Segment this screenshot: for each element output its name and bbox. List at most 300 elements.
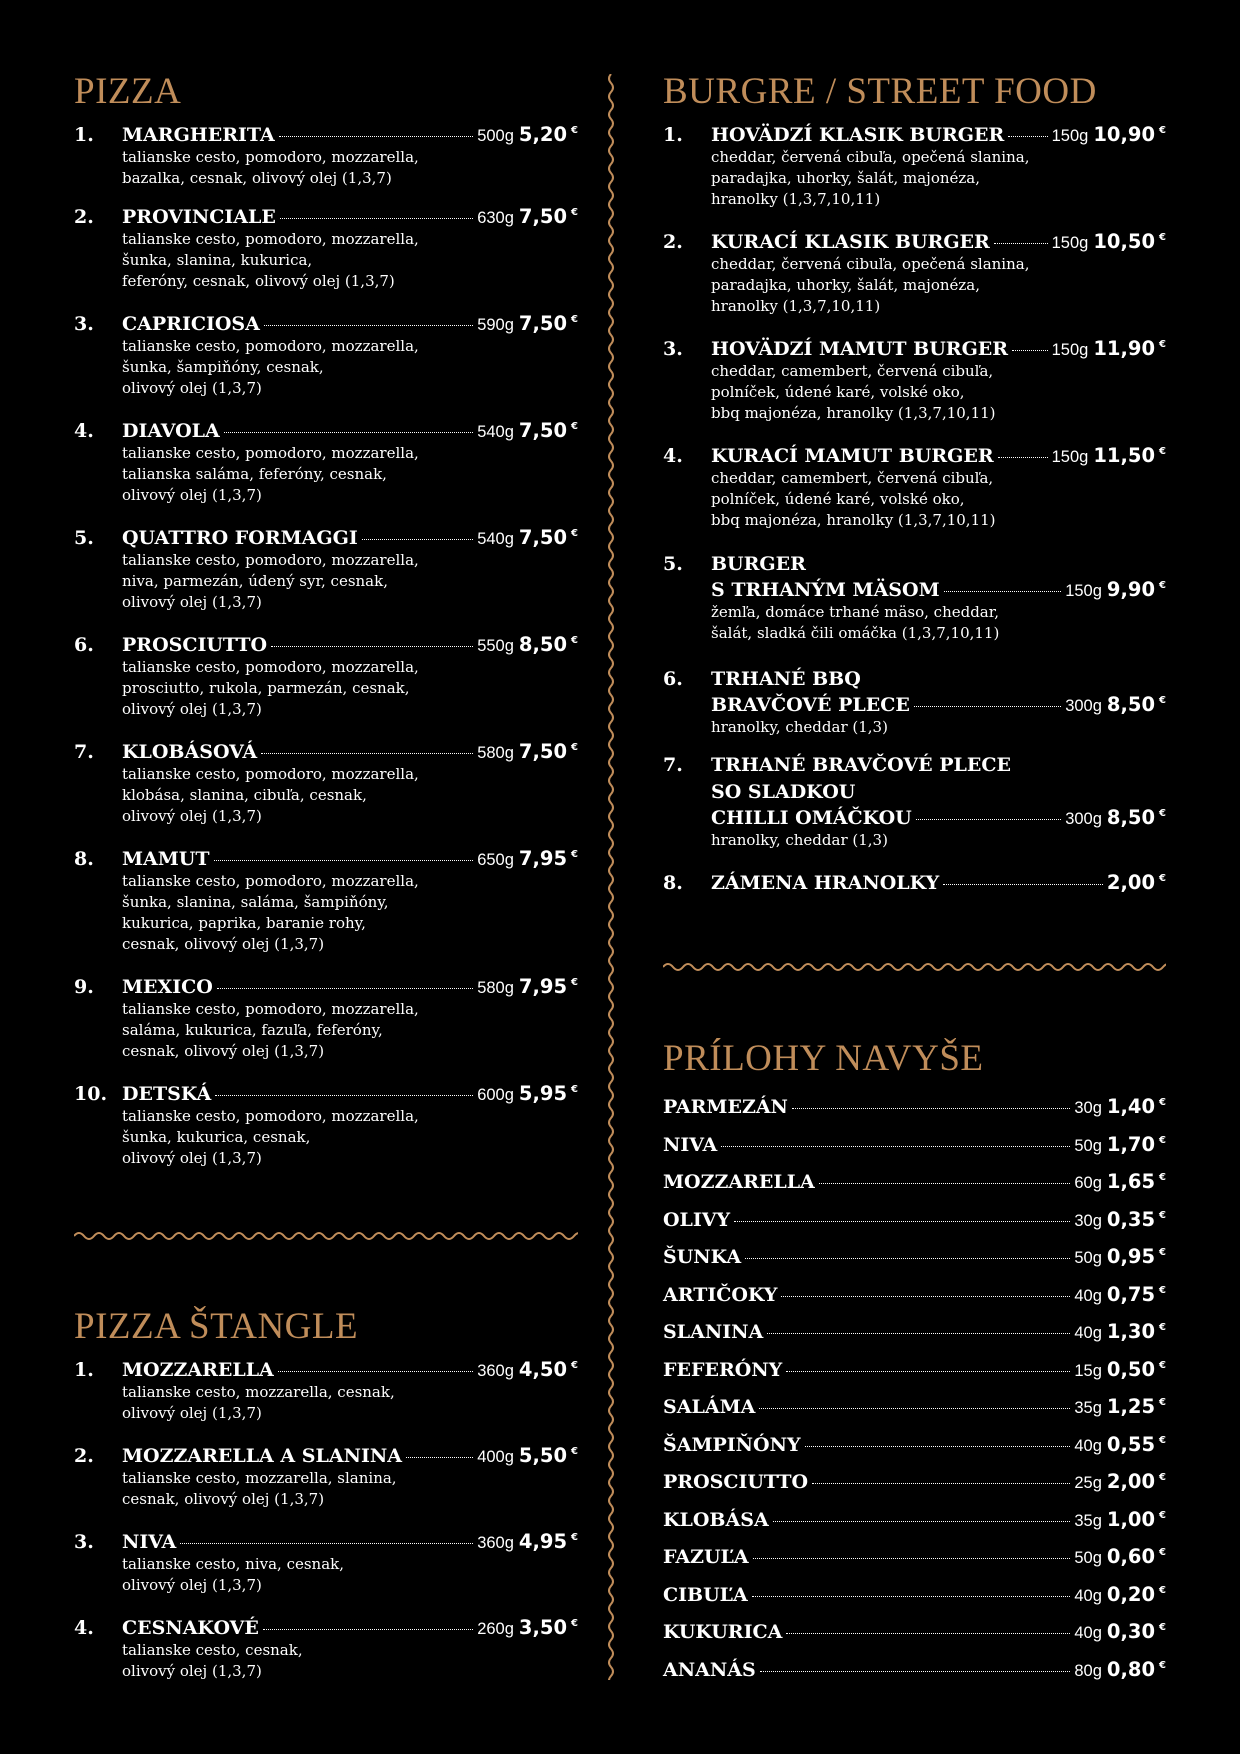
price-value: 7,50 <box>518 740 568 763</box>
item-name-line: TRHANÉ BBQ <box>711 668 861 690</box>
menu-item <box>74 312 578 399</box>
description-line: talianske cesto, niva, cesnak, <box>122 1555 345 1573</box>
section-title-pizza: PIZZA <box>74 71 182 112</box>
extra-weight: 35g <box>1074 1399 1102 1417</box>
item-number: 2. <box>74 206 94 228</box>
item-title-row <box>122 123 578 146</box>
item-name: MARGHERITA <box>122 124 275 146</box>
item-name: PROVINCIALE <box>122 206 276 228</box>
price-value: 5,50 <box>518 1444 568 1467</box>
extra-price <box>1107 1095 1166 1118</box>
item-weight: 150g <box>1051 341 1089 359</box>
description-line: olivový olej (1,3,7) <box>122 807 262 825</box>
extra-item <box>663 1283 1166 1306</box>
item-price <box>519 1444 578 1467</box>
description-line: hranolky (1,3,7,10,11) <box>711 190 881 208</box>
price-value: 7,50 <box>518 526 568 549</box>
item-number: 5. <box>74 527 94 549</box>
currency-symbol: € <box>1159 695 1166 706</box>
dot-leader <box>819 1183 1071 1184</box>
item-description <box>74 871 578 955</box>
menu-item <box>663 752 1166 851</box>
item-title-row <box>122 633 578 656</box>
dot-leader <box>734 1221 1070 1222</box>
menu-item <box>74 1444 578 1510</box>
item-name-line: TRHANÉ BRAVČOVÉ PLECE <box>711 754 1011 776</box>
currency-symbol: € <box>1159 1509 1166 1521</box>
extra-item <box>663 1658 1166 1681</box>
price-value: 5,20 <box>518 123 568 146</box>
price-value: 7,50 <box>518 312 568 335</box>
item-number: 8. <box>74 848 94 870</box>
description-line: talianske cesto, pomodoro, mozzarella, <box>122 337 419 355</box>
extra-name: FAZUĽA <box>663 1546 749 1568</box>
menu-item-head <box>663 693 1166 716</box>
extra-name: CIBUĽA <box>663 1583 748 1606</box>
extra-weight: 40g <box>1074 1324 1102 1342</box>
extra-weight: 40g <box>1074 1586 1102 1605</box>
item-weight: 590g <box>477 316 514 334</box>
item-number: 1. <box>74 124 94 146</box>
description-line: talianske cesto, pomodoro, mozzarella, <box>122 551 419 569</box>
description-line: olivový olej (1,3,7) <box>122 1576 262 1594</box>
extra-name: ŠAMPIŇÓNY <box>663 1433 801 1456</box>
item-weight: 630g <box>477 209 514 227</box>
currency-symbol: € <box>1159 339 1166 350</box>
item-description <box>663 468 1166 531</box>
item-number: 6. <box>663 668 683 690</box>
item-price <box>519 1616 578 1639</box>
item-title-row <box>711 444 1166 467</box>
description-line: kukurica, paprika, baranie rohy, <box>122 914 366 932</box>
extra-weight: 15g <box>1074 1361 1102 1380</box>
extra-price <box>1107 1283 1166 1306</box>
menu-item-head <box>663 123 1166 146</box>
currency-symbol: € <box>571 742 578 753</box>
item-name: KURACÍ MAMUT BURGER <box>711 445 994 467</box>
extra-name: ANANÁS <box>663 1658 756 1681</box>
item-number: 10. <box>74 1083 108 1105</box>
description-line: šunka, šampiňóny, cesnak, <box>122 358 324 376</box>
item-number: 6. <box>74 634 94 656</box>
price-value: 4,95 <box>518 1530 568 1553</box>
currency-symbol: € <box>1159 1584 1166 1596</box>
menu-item-head <box>663 337 1166 360</box>
price-value: 5,95 <box>518 1082 568 1105</box>
price-value: 1,00 <box>1106 1507 1156 1531</box>
extra-item <box>663 1245 1166 1268</box>
currency-symbol: € <box>1159 446 1166 457</box>
item-name: DIAVOLA <box>122 420 220 442</box>
section-title-stangle: PIZZA ŠTANGLE <box>74 1306 359 1347</box>
extra-weight: 30g <box>1074 1099 1102 1117</box>
description-line: cesnak, olivový olej (1,3,7) <box>122 1490 325 1508</box>
item-title-row <box>122 312 578 335</box>
currency-symbol: € <box>571 1084 578 1095</box>
price-value: 7,50 <box>518 205 568 228</box>
item-name: MEXICO <box>122 976 213 998</box>
item-title-row <box>122 1082 578 1105</box>
description-line: polníček, údené karé, volské oko, <box>711 383 965 401</box>
extra-item <box>663 1583 1166 1606</box>
section-title-burgers: BURGRE / STREET FOOD <box>663 71 1097 112</box>
item-price <box>1093 123 1166 146</box>
item-price <box>1107 578 1166 601</box>
extra-weight: 40g <box>1074 1624 1102 1642</box>
item-title-row <box>122 1358 578 1381</box>
menu-item-head <box>74 1530 578 1553</box>
currency-symbol: € <box>571 125 578 136</box>
menu-item-head <box>74 1082 578 1105</box>
item-price <box>519 975 578 998</box>
currency-symbol: € <box>1159 1359 1166 1371</box>
extra-name: ŠUNKA <box>663 1246 742 1268</box>
item-description <box>663 147 1166 210</box>
description-line: cheddar, červená cibuľa, opečená slanina, <box>711 255 1030 273</box>
item-description <box>74 1468 578 1510</box>
description-line: bbq majonéza, hranolky (1,3,7,10,11) <box>711 404 996 422</box>
item-number: 8. <box>663 872 683 894</box>
currency-symbol: € <box>1159 1172 1166 1183</box>
price-value: 2,00 <box>1106 1470 1156 1493</box>
item-description <box>74 657 578 720</box>
price-value: 7,95 <box>518 975 568 998</box>
price-value: 0,55 <box>1106 1432 1156 1456</box>
price-value: 11,50 <box>1093 444 1156 467</box>
dot-leader <box>781 1296 1070 1297</box>
menu-item <box>74 123 578 189</box>
description-line: olivový olej (1,3,7) <box>122 379 262 397</box>
menu-item-head <box>663 666 1166 693</box>
dot-leader <box>943 884 1103 885</box>
item-weight: 540g <box>477 530 514 548</box>
extra-weight: 40g <box>1074 1286 1102 1305</box>
wave-divider <box>663 957 1166 977</box>
item-description <box>663 830 1166 851</box>
dot-leader <box>792 1108 1070 1109</box>
item-number: 1. <box>74 1359 94 1381</box>
currency-symbol: € <box>571 421 578 432</box>
description-line: olivový olej (1,3,7) <box>122 700 262 718</box>
dot-leader <box>215 1095 473 1096</box>
item-weight: 550g <box>477 637 514 655</box>
description-line: olivový olej (1,3,7) <box>122 1149 262 1167</box>
description-line: šunka, kukurica, cesnak, <box>122 1128 311 1146</box>
extra-price <box>1107 1658 1166 1681</box>
menu-item <box>663 123 1166 210</box>
currency-symbol: € <box>571 977 578 988</box>
price-value: 0,95 <box>1106 1245 1156 1268</box>
currency-symbol: € <box>571 314 578 325</box>
dot-leader <box>805 1446 1071 1447</box>
item-description <box>74 443 578 506</box>
item-weight: 360g <box>477 1534 514 1552</box>
item-price <box>519 419 578 442</box>
menu-item-head <box>74 1444 578 1467</box>
item-weight: 260g <box>477 1620 514 1638</box>
menu-item-head <box>74 123 578 146</box>
description-line: talianske cesto, mozzarella, cesnak, <box>122 1383 395 1401</box>
extra-price <box>1107 1358 1166 1381</box>
description-line: šunka, slanina, saláma, šampiňóny, <box>122 893 389 911</box>
extra-item <box>663 1095 1166 1118</box>
item-name: MOZZARELLA A SLANINA <box>122 1445 402 1467</box>
extra-item <box>663 1170 1166 1193</box>
item-price <box>1093 337 1166 360</box>
currency-symbol: € <box>1159 1434 1166 1446</box>
description-line: talianske cesto, pomodoro, mozzarella, <box>122 148 419 166</box>
extra-price <box>1107 1508 1166 1531</box>
description-line: talianske cesto, pomodoro, mozzarella, <box>122 872 419 890</box>
extra-item <box>663 1320 1166 1343</box>
price-value: 8,50 <box>1106 693 1156 716</box>
price-value: 11,90 <box>1093 337 1156 360</box>
item-description <box>663 254 1166 317</box>
price-value: 0,80 <box>1106 1657 1156 1681</box>
item-price <box>1093 444 1166 467</box>
currency-symbol: € <box>571 1446 578 1457</box>
item-description <box>74 1554 578 1596</box>
price-value: 1,25 <box>1106 1395 1156 1418</box>
extra-price <box>1107 1320 1166 1343</box>
menu-item <box>74 1082 578 1169</box>
menu-item <box>663 871 1166 894</box>
extra-name: PROSCIUTTO <box>663 1471 809 1493</box>
item-name: ZÁMENA HRANOLKY <box>711 872 940 894</box>
menu-item <box>74 526 578 613</box>
price-value: 7,50 <box>518 419 568 442</box>
item-name: CAPRICIOSA <box>122 313 260 335</box>
menu-item <box>74 633 578 720</box>
dot-leader <box>263 1629 473 1630</box>
description-line: olivový olej (1,3,7) <box>122 486 262 504</box>
extra-price <box>1107 1133 1166 1156</box>
item-number: 4. <box>74 1617 94 1639</box>
extra-weight: 50g <box>1074 1549 1102 1567</box>
item-number: 1. <box>663 124 683 146</box>
description-line: talianske cesto, pomodoro, mozzarella, <box>122 230 419 248</box>
price-value: 8,50 <box>1106 806 1156 829</box>
description-line: cheddar, camembert, červená cibuľa, <box>711 469 994 487</box>
dot-leader <box>261 753 473 754</box>
dot-leader <box>745 1258 1070 1259</box>
item-title-row <box>122 526 578 549</box>
item-price <box>519 740 578 763</box>
currency-symbol: € <box>1159 1622 1166 1633</box>
item-name: KLOBÁSOVÁ <box>122 741 258 763</box>
item-name: MAMUT <box>122 848 210 870</box>
extra-weight: 35g <box>1074 1511 1102 1530</box>
item-number: 2. <box>663 231 683 253</box>
description-line: paradajka, uhorky, šalát, majonéza, <box>711 169 980 187</box>
dot-leader <box>1008 136 1047 137</box>
dot-leader <box>767 1333 1070 1334</box>
extra-weight: 25g <box>1074 1474 1102 1492</box>
dot-leader <box>1012 350 1048 351</box>
item-price <box>519 1082 578 1105</box>
currency-symbol: € <box>571 1618 578 1629</box>
item-name: DETSKÁ <box>122 1083 212 1105</box>
description-line: olivový olej (1,3,7) <box>122 593 262 611</box>
item-title-row <box>711 693 1166 716</box>
price-value: 1,30 <box>1106 1320 1156 1343</box>
menu-item-head <box>663 551 1166 578</box>
item-weight: 580g <box>477 979 514 997</box>
extra-price <box>1107 1470 1166 1493</box>
dot-leader <box>753 1558 1071 1559</box>
item-number: 3. <box>663 338 683 360</box>
currency-symbol: € <box>1159 1134 1166 1146</box>
item-weight: 150g <box>1051 127 1089 145</box>
menu-item-head <box>663 806 1166 829</box>
description-line: prosciutto, rukola, parmezán, cesnak, <box>122 679 410 697</box>
price-value: 10,50 <box>1093 230 1156 253</box>
extra-weight: 60g <box>1074 1174 1102 1192</box>
currency-symbol: € <box>1159 1322 1166 1333</box>
dot-leader <box>362 539 473 540</box>
description-line: bbq majonéza, hranolky (1,3,7,10,11) <box>711 511 996 529</box>
price-value: 4,50 <box>518 1358 568 1381</box>
extra-item <box>663 1545 1166 1568</box>
description-line: talianske cesto, cesnak, <box>122 1641 303 1659</box>
menu-item-head <box>74 847 578 870</box>
dot-leader <box>278 1371 473 1372</box>
price-value: 8,50 <box>518 633 568 656</box>
dot-leader <box>786 1371 1070 1372</box>
currency-symbol: € <box>571 635 578 646</box>
item-number: 4. <box>663 445 683 467</box>
item-description <box>663 361 1166 424</box>
description-line: talianska saláma, feferóny, cesnak, <box>122 465 387 483</box>
currency-symbol: € <box>571 528 578 539</box>
item-name: QUATTRO FORMAGGI <box>122 527 358 549</box>
extra-price <box>1107 1433 1166 1456</box>
extra-price <box>1107 1208 1166 1231</box>
item-weight: 650g <box>477 851 514 869</box>
item-name: CESNAKOVÉ <box>122 1617 259 1639</box>
extra-name: KUKURICA <box>663 1621 783 1643</box>
item-name-line: BURGER <box>711 553 806 575</box>
extra-item <box>663 1508 1166 1531</box>
description-line: paradajka, uhorky, šalát, majonéza, <box>711 276 980 294</box>
item-name: CHILLI OMÁČKOU <box>711 807 912 829</box>
extra-weight: 30g <box>1074 1211 1102 1230</box>
item-number: 9. <box>74 976 94 998</box>
description-line: žemľa, domáce trhané mäso, cheddar, <box>711 603 1000 621</box>
extra-name: SLANINA <box>663 1321 764 1343</box>
menu-item <box>663 666 1166 738</box>
dot-leader <box>786 1633 1070 1634</box>
item-name: MOZZARELLA <box>122 1359 274 1381</box>
menu-item <box>74 1358 578 1424</box>
currency-symbol: € <box>1159 1247 1166 1258</box>
item-title-row <box>711 123 1166 146</box>
description-line: talianske cesto, pomodoro, mozzarella, <box>122 1000 419 1018</box>
item-title-row <box>711 337 1166 360</box>
currency-symbol: € <box>1159 1097 1166 1108</box>
extra-price <box>1107 1583 1166 1606</box>
extra-item <box>663 1395 1166 1418</box>
dot-leader <box>944 591 1062 592</box>
extra-name: PARMEZÁN <box>663 1096 788 1118</box>
menu-item-head <box>74 205 578 228</box>
description-line: cesnak, olivový olej (1,3,7) <box>122 1042 325 1060</box>
price-value: 2,00 <box>1106 871 1156 894</box>
item-weight: 400g <box>477 1448 514 1466</box>
dot-leader <box>773 1521 1071 1522</box>
price-value: 1,65 <box>1106 1170 1156 1193</box>
currency-symbol: € <box>1159 1209 1166 1221</box>
price-value: 1,70 <box>1106 1132 1156 1156</box>
menu-item-head <box>74 975 578 998</box>
price-value: 0,30 <box>1106 1620 1156 1643</box>
item-price <box>519 526 578 549</box>
item-description <box>663 717 1166 738</box>
extra-price <box>1107 1245 1166 1268</box>
item-title-row <box>122 1616 578 1639</box>
dot-leader <box>217 988 473 989</box>
dot-leader <box>271 646 473 647</box>
price-value: 10,90 <box>1093 123 1156 146</box>
menu-item-head <box>74 526 578 549</box>
currency-symbol: € <box>1159 1472 1166 1483</box>
price-value: 0,20 <box>1106 1582 1156 1606</box>
menu-item <box>663 551 1166 644</box>
item-weight: 300g <box>1065 697 1102 715</box>
item-number: 4. <box>74 420 94 442</box>
item-price <box>519 1530 578 1553</box>
dot-leader <box>916 819 1061 820</box>
description-line: feferóny, cesnak, olivový olej (1,3,7) <box>122 272 395 290</box>
dot-leader <box>279 136 473 137</box>
extra-name: KLOBÁSA <box>663 1508 769 1531</box>
description-line: klobása, slanina, cibuľa, cesnak, <box>122 786 367 804</box>
wave-divider <box>74 1226 578 1246</box>
item-name: HOVÄDZÍ MAMUT BURGER <box>711 338 1009 360</box>
dot-leader <box>406 1457 473 1458</box>
dot-leader <box>760 1671 1071 1672</box>
menu-item <box>663 337 1166 424</box>
item-price <box>519 1358 578 1381</box>
extra-price <box>1107 1620 1166 1643</box>
extra-price <box>1107 1545 1166 1568</box>
item-price <box>1093 230 1166 253</box>
menu-item-head <box>74 419 578 442</box>
price-value: 3,50 <box>518 1616 568 1639</box>
extra-item <box>663 1433 1166 1456</box>
item-weight: 300g <box>1065 810 1102 828</box>
item-weight: 540g <box>477 423 514 441</box>
currency-symbol: € <box>1159 1547 1166 1558</box>
item-price <box>519 205 578 228</box>
currency-symbol: € <box>1159 873 1166 884</box>
description-line: hranolky (1,3,7,10,11) <box>711 297 881 315</box>
currency-symbol: € <box>1159 1284 1166 1296</box>
item-weight: 150g <box>1051 234 1089 252</box>
extra-name: OLIVY <box>663 1208 731 1231</box>
extra-item <box>663 1620 1166 1643</box>
item-title-row <box>122 205 578 228</box>
description-line: talianske cesto, mozzarella, slanina, <box>122 1469 397 1487</box>
description-line: talianske cesto, pomodoro, mozzarella, <box>122 444 419 462</box>
item-title-row <box>122 1530 578 1553</box>
dot-leader <box>914 706 1061 707</box>
description-line: šalát, sladká čili omáčka (1,3,7,10,11) <box>711 624 1000 642</box>
description-line: talianske cesto, pomodoro, mozzarella, <box>122 1107 419 1125</box>
item-weight: 150g <box>1065 582 1102 600</box>
extra-name: FEFERÓNY <box>663 1358 783 1381</box>
item-price <box>519 633 578 656</box>
